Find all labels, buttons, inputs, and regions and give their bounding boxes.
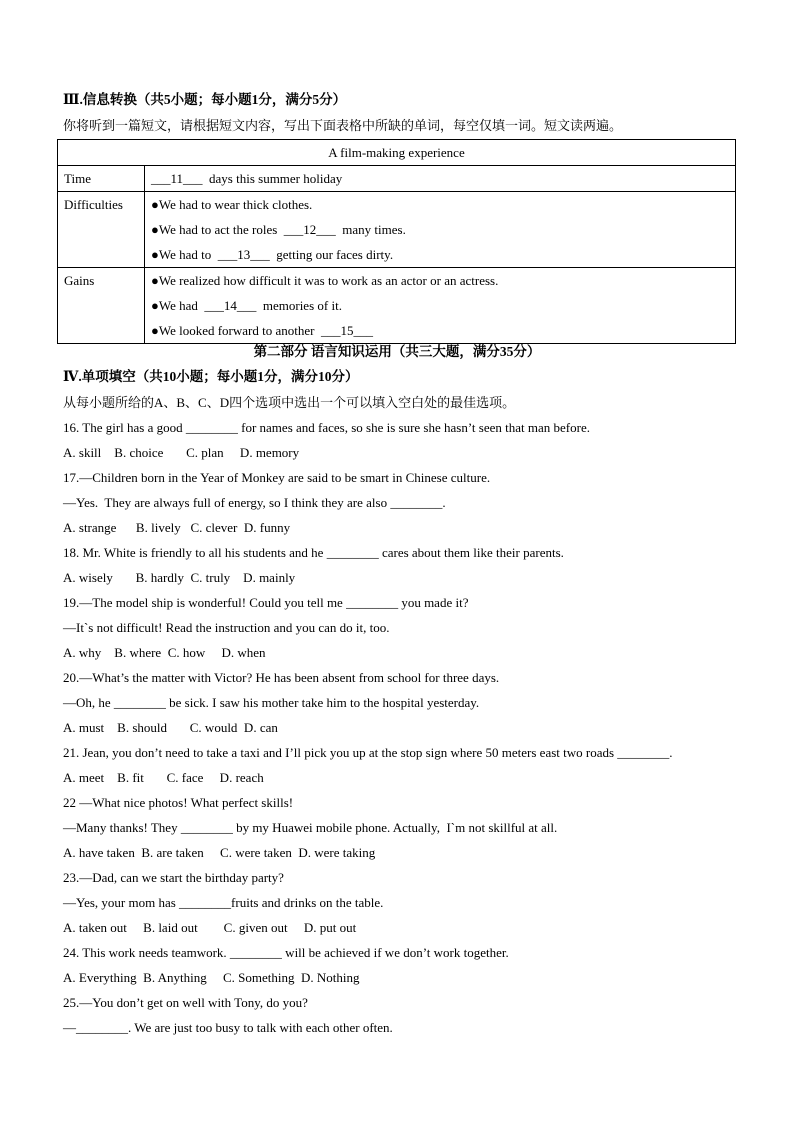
row-line: ●We had ___14___ memories of it. bbox=[151, 298, 342, 313]
question-line: A. taken out B. laid out C. given out D. put out bbox=[63, 920, 357, 935]
question-line: —Many thanks! They ________ by my Huawei mobile phone. Actually, I`m not skillful at all. bbox=[63, 820, 558, 835]
question-line: A. meet B. fit C. face D. reach bbox=[63, 770, 264, 785]
question-line: 16. The girl has a good ________ for names and faces, so she is sure she hasn’t seen that man before. bbox=[63, 420, 590, 435]
question-line: 22 —What nice photos! What perfect skills! bbox=[63, 795, 294, 810]
row-line: ___11___ days this summer holiday bbox=[151, 171, 343, 186]
question-line: 20.—What’s the matter with Victor? He has been absent from school for three days. bbox=[63, 670, 500, 685]
question-line: 18. Mr. White is friendly to all his students and he ________ cares about them like their parents. bbox=[63, 545, 564, 560]
question-line: 23.—Dad, can we start the birthday party? bbox=[63, 870, 284, 885]
question-line: A. wisely B. hardly C. truly D. mainly bbox=[63, 570, 296, 585]
question-line: —Oh, he ________ be sick. I saw his mother take him to the hospital yesterday. bbox=[63, 695, 480, 710]
question-line: —Yes. They are always full of energy, so I think they are also ________. bbox=[63, 495, 446, 510]
question-line: A. skill B. choice C. plan D. memory bbox=[63, 445, 300, 460]
question-line: 24. This work needs teamwork. ________ will be achieved if we don’t work together. bbox=[63, 945, 509, 960]
question-line: A. strange B. lively C. clever D. funny bbox=[63, 520, 291, 535]
question-line: A. why B. where C. how D. when bbox=[63, 645, 266, 660]
question-line: A. Everything B. Anything C. Something D. Nothing bbox=[63, 970, 360, 985]
question-line: —________. We are just too busy to talk with each other often. bbox=[63, 1020, 393, 1035]
question-line: 17.—Children born in the Year of Monkey are said to be smart in Chinese culture. bbox=[63, 470, 491, 485]
table-row bbox=[58, 192, 736, 268]
table-row bbox=[58, 166, 736, 192]
section3-instruction: 你将听到一篇短文，请根据短文内容，写出下面表格中所缺的单词，每空仅填一词。短文读两遍。 bbox=[63, 118, 623, 133]
row-line: ●We had to wear thick clothes. bbox=[151, 197, 313, 212]
row-line: ●We had to act the roles ___12___ many times. bbox=[151, 222, 406, 237]
table-row bbox=[58, 268, 736, 344]
row-label: Gains bbox=[58, 268, 145, 344]
section4-heading: Ⅳ.单项填空（共10小题；每小题1分，满分10分） bbox=[63, 369, 359, 384]
section3-heading: Ⅲ.信息转换（共5小题；每小题1分，满分5分） bbox=[63, 92, 347, 107]
section4-instruction: 从每小题所给的A、B、C、D四个选项中选出一个可以填入空白处的最佳选项。 bbox=[63, 395, 516, 410]
row-line: ●We looked forward to another ___15___ bbox=[151, 323, 373, 338]
row-label: Time bbox=[58, 166, 145, 192]
part2-heading: 第二部分 语言知识运用（共三大题，满分35分） bbox=[253, 344, 541, 359]
question-line: A. must B. should C. would D. can bbox=[63, 720, 278, 735]
question-line: —It`s not difficult! Read the instruction and you can do it, too. bbox=[63, 620, 390, 635]
question-line: 21. Jean, you don’t need to take a taxi and I’ll pick you up at the stop sign where 50 meters east two roads ________. bbox=[63, 745, 673, 760]
table-title: A film-making experience bbox=[58, 140, 736, 166]
question-line: 19.—The model ship is wonderful! Could you tell me ________ you made it? bbox=[63, 595, 469, 610]
question-line: 25.—You don’t get on well with Tony, do you? bbox=[63, 995, 308, 1010]
question-line: A. have taken B. are taken C. were taken D. were taking bbox=[63, 845, 376, 860]
row-line: ●We had to ___13___ getting our faces dirty. bbox=[151, 247, 394, 262]
row-label: Difficulties bbox=[58, 192, 145, 268]
question-line: —Yes, your mom has ________fruits and drinks on the table. bbox=[63, 895, 384, 910]
info-table bbox=[57, 139, 736, 344]
row-line: ●We realized how difficult it was to work as an actor or an actress. bbox=[151, 273, 499, 288]
